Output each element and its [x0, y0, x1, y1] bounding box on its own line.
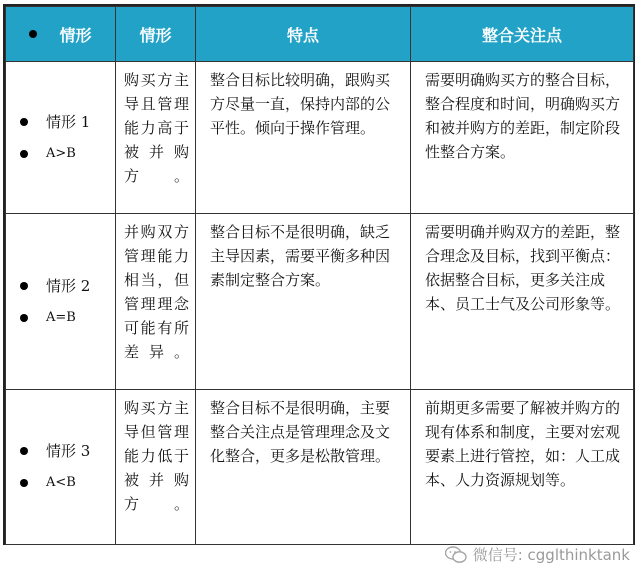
case-relation: A<B: [46, 475, 76, 490]
header-focus: 整合关注点: [411, 7, 634, 62]
header-case-label: 情形: [59, 25, 92, 45]
case-cell: [6, 62, 116, 214]
case-relation: A=B: [46, 309, 76, 325]
features-cell: [196, 390, 411, 545]
lead-text: 购买方主导但管理能力低于被并购方。: [124, 399, 189, 513]
wechat-icon: [445, 546, 467, 564]
bullet-icon: [20, 447, 28, 455]
lead-cell: [116, 62, 196, 214]
features-text: 整合目标不是很明确，主要整合关注点是管理理念及文化整合，更多是松散管理。: [210, 399, 391, 465]
bullet-icon: [20, 282, 28, 290]
bullet-icon: [20, 314, 28, 322]
bullet-icon: [29, 30, 37, 38]
case-label: 情形 1: [46, 112, 91, 131]
bullet-icon: [20, 479, 28, 487]
table-row: [6, 390, 634, 545]
lead-text: 并购双方管理能力相当，但管理理念可能有所差异。: [124, 223, 189, 361]
features-cell: [196, 62, 411, 214]
lead-text: 购买方主导且管理能力高于被并购方。: [124, 71, 189, 185]
focus-cell: [411, 62, 634, 214]
watermark-text: 微信号: cgglthinktank: [472, 546, 630, 564]
header-case: [6, 7, 116, 62]
focus-cell: [411, 390, 634, 545]
header-lead: 情形: [116, 7, 196, 62]
features-cell: [196, 214, 411, 390]
case-label: 情形 2: [46, 276, 91, 295]
header-features: 特点: [196, 7, 411, 62]
features-text: 整合目标比较明确，跟购买方尽量一直，保持内部的公平性。倾向于操作管理。: [210, 71, 391, 137]
comparison-table: [5, 6, 634, 545]
case-label: 情形 3: [46, 442, 91, 460]
features-text: 整合目标不是很明确，缺乏主导因素，需要平衡多种因素制定整合方案。: [210, 223, 391, 289]
case-cell: [6, 390, 116, 545]
lead-cell: [116, 214, 196, 390]
bullet-icon: [20, 118, 28, 126]
wechat-watermark: [445, 544, 630, 565]
table-row: [6, 62, 634, 214]
focus-cell: [411, 214, 634, 390]
focus-text: 前期更多需要了解被并购方的现有体系和制度，主要对宏观要素上进行管控，如：人工成本、人力资源规划等。: [425, 399, 621, 489]
case-relation: A>B: [46, 145, 76, 161]
bullet-icon: [20, 150, 28, 158]
header-row: [6, 7, 634, 62]
case-cell: [6, 214, 116, 390]
focus-text: 需要明确并购双方的差距，整合理念及目标，找到平衡点：依据整合目标，更多关注成本、员工士气及公司形象等。: [425, 223, 621, 313]
focus-text: 需要明确购买方的整合目标，整合程度和时间，明确购买方和被并购方的差距，制定阶段性整合方案。: [425, 71, 621, 161]
lead-cell: [116, 390, 196, 545]
table-row: [6, 214, 634, 390]
comparison-table-frame: [3, 4, 635, 545]
